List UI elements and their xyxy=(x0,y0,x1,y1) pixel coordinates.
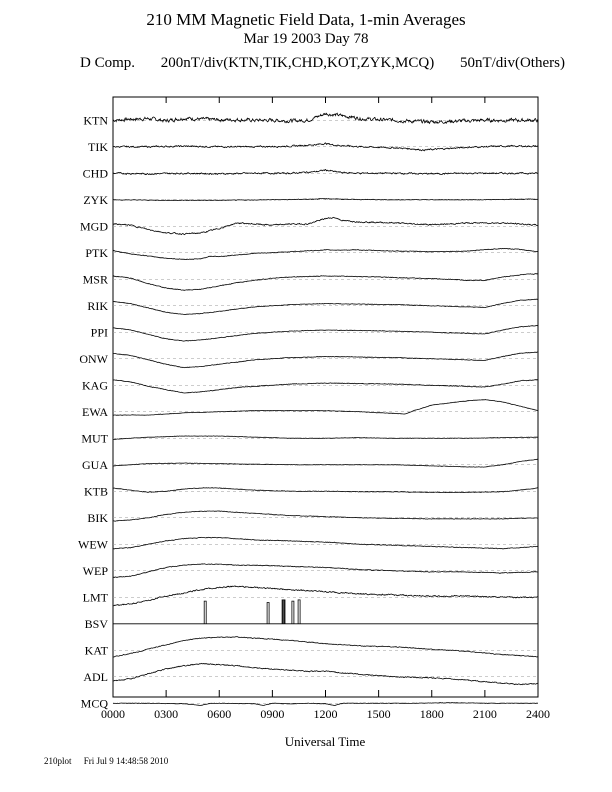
trace-gua xyxy=(113,459,538,467)
station-label-kat: KAT xyxy=(84,643,108,658)
station-label-bik: BIK xyxy=(87,510,108,525)
station-label-ppi: PPI xyxy=(90,325,108,340)
trace-msr xyxy=(113,274,538,291)
station-tracks xyxy=(78,113,538,710)
component-label: D Comp. xyxy=(80,55,136,71)
trace-onw xyxy=(113,352,538,368)
station-label-tik: TIK xyxy=(88,139,108,154)
station-label-wew: WEW xyxy=(78,537,108,552)
station-label-mcq: MCQ xyxy=(80,696,108,711)
station-label-wep: WEP xyxy=(82,563,108,578)
chart-subtitle: Mar 19 2003 Day 78 xyxy=(243,31,369,47)
scale-others: 50nT/div(Others) xyxy=(459,55,565,71)
chart-title: 210 MM Magnetic Field Data, 1-min Averages xyxy=(146,10,466,29)
station-label-ktn: KTN xyxy=(83,113,108,128)
trace-ktb xyxy=(113,488,538,493)
trace-chd xyxy=(113,170,538,175)
trace-ewa xyxy=(113,400,538,416)
station-label-mgd: MGD xyxy=(79,219,108,234)
x-tick-label-1200: 1200 xyxy=(313,707,338,721)
station-label-gua: GUA xyxy=(82,457,108,472)
station-label-msr: MSR xyxy=(82,272,108,287)
trace-lmt xyxy=(113,586,538,606)
trace-ptk xyxy=(113,248,538,259)
station-label-rik: RIK xyxy=(87,298,108,313)
station-label-zyk: ZYK xyxy=(83,192,108,207)
x-tick-label-0600: 0600 xyxy=(207,707,232,721)
x-axis xyxy=(101,97,550,721)
footer-program: 210plot xyxy=(44,756,72,766)
trace-wew xyxy=(113,537,538,549)
station-label-ptk: PTK xyxy=(85,245,108,260)
x-tick-label-0000: 0000 xyxy=(101,707,125,721)
station-label-kag: KAG xyxy=(82,378,108,393)
footer xyxy=(44,756,178,766)
x-tick-label-2100: 2100 xyxy=(472,707,497,721)
trace-mut xyxy=(113,436,538,440)
trace-bsv xyxy=(113,600,538,624)
station-label-chd: CHD xyxy=(82,166,108,181)
x-tick-label-2400: 2400 xyxy=(526,707,550,721)
footer-timestamp: Fri Jul 9 14:48:58 2010 xyxy=(83,756,169,766)
x-tick-label-1500: 1500 xyxy=(366,707,391,721)
x-axis-label: Universal Time xyxy=(284,734,366,749)
trace-kat xyxy=(113,637,538,657)
station-label-ewa: EWA xyxy=(82,404,108,419)
x-tick-label-0900: 0900 xyxy=(260,707,285,721)
station-label-mut: MUT xyxy=(81,431,108,446)
trace-kag xyxy=(113,380,538,393)
scale-primary: 200nT/div(KTN,TIK,CHD,KOT,ZYK,MCQ) xyxy=(160,55,435,71)
station-label-onw: ONW xyxy=(79,351,108,366)
trace-bik xyxy=(113,511,538,521)
trace-rik xyxy=(113,299,538,314)
plot-frame xyxy=(113,97,538,697)
x-tick-label-1800: 1800 xyxy=(419,707,444,721)
station-label-ktb: KTB xyxy=(84,484,108,499)
trace-ppi xyxy=(113,325,538,341)
station-label-adl: ADL xyxy=(83,669,108,684)
x-tick-label-0300: 0300 xyxy=(154,707,179,721)
station-label-lmt: LMT xyxy=(82,590,108,605)
trace-ktn xyxy=(113,113,538,123)
station-label-bsv: BSV xyxy=(84,616,108,631)
trace-adl xyxy=(113,663,538,684)
